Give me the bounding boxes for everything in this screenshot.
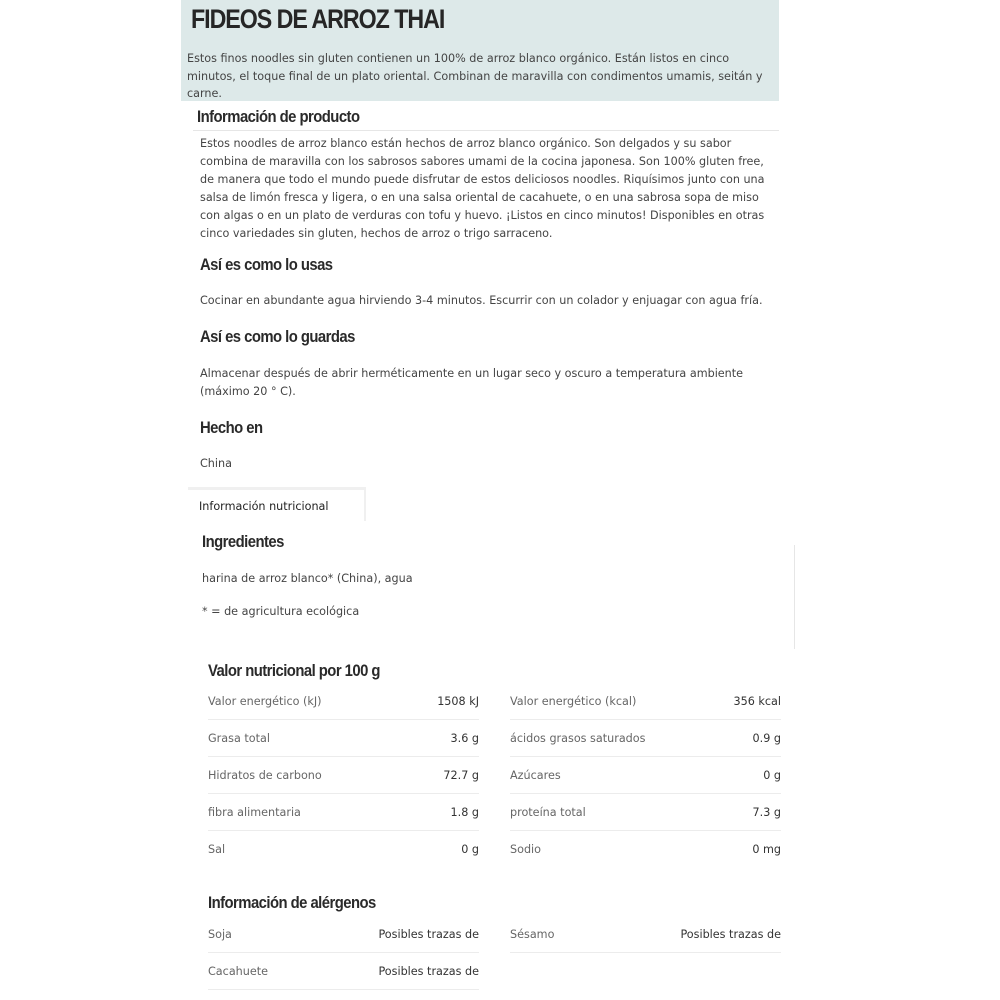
nutrition-value: 1.8 g [450,805,479,819]
nutrition-value: 7.3 g [752,805,781,819]
allergen-row [208,916,479,953]
nutrition-row [510,757,781,794]
nutrition-label: proteína total [510,805,586,819]
nutrition-label: Grasa total [208,731,270,745]
nutrition-heading: Valor nutricional por 100 g [208,662,380,680]
divider [193,130,779,131]
nutrition-value: 356 kcal [733,694,781,708]
ingredients-heading: Ingredientes [202,533,284,551]
allergens-heading: Información de alérgenos [208,894,376,912]
allergen-row [510,916,781,953]
tab-nutrition-info-label[interactable]: Información nutricional [199,500,329,513]
ingredients-footnote: * = de agricultura ecológica [202,605,360,618]
allergen-value: Posibles trazas de [378,964,479,978]
allergen-value: Posibles trazas de [378,927,479,941]
nutrition-row [510,683,781,720]
allergen-value: Posibles trazas de [680,927,781,941]
allergen-label: Sésamo [510,927,555,941]
nutrition-value: 72.7 g [443,768,479,782]
storage-text: Almacenar después de abrir herméticamente en un lugar seco y oscuro a temperatura ambiente (máximo 20 ° C). [200,367,744,398]
nutrition-label: Valor energético (kJ) [208,694,322,708]
nutrition-label: ácidos grasos saturados [510,731,646,745]
ingredients-list: harina de arroz blanco* (China), agua [202,572,413,585]
nutrition-value: 0 g [461,843,479,856]
nutrition-label: Sodio [510,843,542,856]
allergen-row [208,953,479,990]
nutrition-row [510,831,781,868]
nutrition-label: Sal [208,843,226,856]
nutrition-value: 0 g [763,768,781,782]
panel-border [794,545,795,649]
nutrition-row [208,720,479,757]
nutrition-label: Valor energético (kcal) [510,694,637,708]
product-title: FIDEOS DE ARROZ THAI [191,4,445,34]
origin-text: China [200,457,232,470]
product-info-heading: Información de producto [197,108,360,126]
nutrition-value: 1508 kJ [437,694,479,708]
nutrition-value: 0.9 g [752,731,781,745]
nutrition-value: 0 mg [752,843,781,856]
nutrition-row [208,683,479,720]
nutrition-label: Hidratos de carbono [208,768,322,782]
nutrition-value: 3.6 g [450,731,479,745]
nutrition-row [208,757,479,794]
nutrition-label: Azúcares [510,768,561,782]
nutrition-row [208,794,479,831]
allergen-label: Cacahuete [208,964,269,978]
product-header-banner [181,0,779,101]
allergen-label: Soja [208,927,232,941]
origin-heading: Hecho en [200,419,263,437]
storage-heading: Así es como lo guardas [200,328,355,346]
product-description: Estos finos noodles sin gluten contienen un 100% de arroz blanco orgánico. Están listos en cinco minutos, el toque final de un plato oriental. Combinan de maravilla con condimentos umamis, seitán y carne. [187,52,763,100]
nutrition-row [208,831,479,868]
product-info-text: Estos noodles de arroz blanco están hechos de arroz blanco orgánico. Son delgados y su sabor combina de maravilla con los sabrosos sabores umami de la cocina japonesa. Son 100% gluten free, de manera que todo el mundo puede disfrutar de estos deliciosos noodles. Riquísimos junto con una salsa de limón fresca y ligera, o en una salsa oriental de cacahuete, o en una sabrosa sopa de miso con algas o en un plato de verduras con tofu y huevo. ¡Listos en cinco minutos! Disponibles en otras cinco variedades sin gluten, hechos de arroz o trigo sarraceno. [200,137,765,240]
nutrition-row [510,794,781,831]
usage-heading: Así es como lo usas [200,256,333,274]
nutrition-label: fibra alimentaria [208,805,301,819]
usage-text: Cocinar en abundante agua hirviendo 3-4 minutos. Escurrir con un colador y enjuagar con agua fría. [200,294,763,307]
nutrition-row [510,720,781,757]
